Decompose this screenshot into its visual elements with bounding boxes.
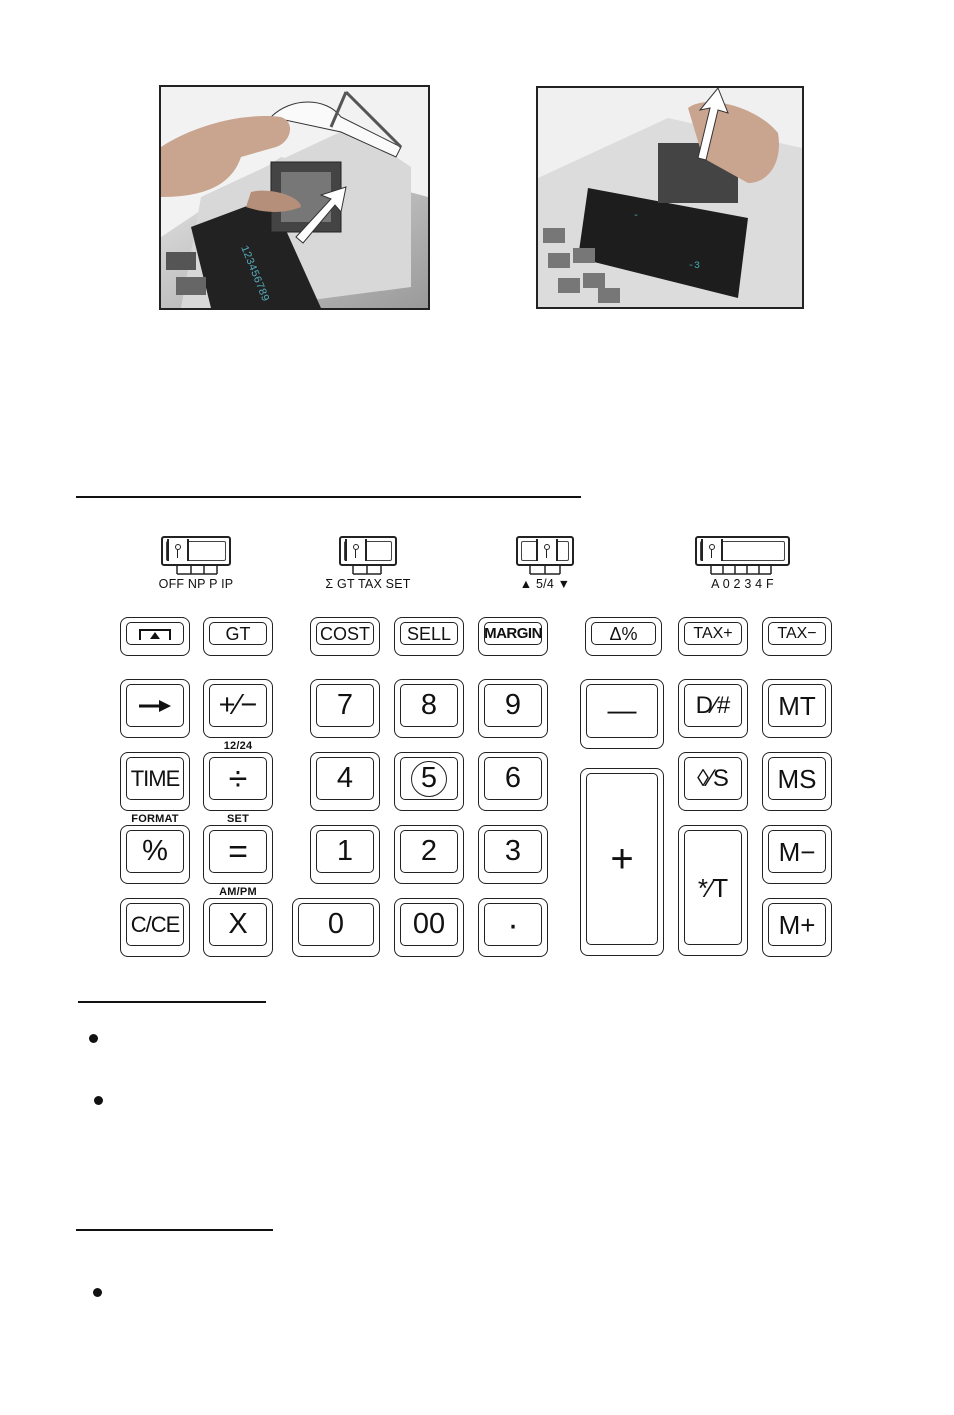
- digit-7-key[interactable]: [310, 679, 380, 738]
- key-label: 2: [420, 835, 438, 867]
- key-label: ·: [507, 905, 519, 944]
- bullet-1: [89, 1034, 98, 1043]
- sell-key[interactable]: [394, 617, 464, 656]
- memory-minus-key[interactable]: [762, 825, 832, 884]
- key-label: MT: [778, 690, 816, 721]
- key-label: M+: [778, 909, 816, 940]
- key-label: MS: [777, 763, 817, 794]
- key-label: M−: [778, 836, 816, 867]
- digit-0-key[interactable]: [292, 898, 380, 957]
- switch-ticks: [339, 566, 397, 576]
- key-label: 0: [327, 908, 345, 940]
- key-label: MARGIN: [484, 625, 542, 642]
- svg-text:123456789: 123456789: [237, 244, 271, 304]
- percent-sublabel: FORMAT: [131, 813, 179, 825]
- equals-key[interactable]: [203, 825, 273, 884]
- digit-2-key[interactable]: [394, 825, 464, 884]
- digit-4-key[interactable]: [310, 752, 380, 811]
- divide-key[interactable]: [203, 752, 273, 811]
- section-rule-middle: [78, 1001, 266, 1003]
- key-label: =: [228, 832, 248, 871]
- key-label: SELL: [406, 623, 452, 644]
- key-label: 4: [336, 762, 354, 794]
- switch-knob[interactable]: [167, 539, 189, 561]
- key-label: 8: [420, 689, 438, 721]
- paper-feed-icon: [138, 627, 172, 641]
- plus-key[interactable]: [580, 768, 664, 956]
- photo-paper-roll-install: [159, 85, 430, 310]
- key-label: GT: [225, 623, 251, 644]
- backspace-key[interactable]: [120, 679, 190, 738]
- photo-paper-roll-lift: [536, 86, 804, 309]
- key-label: 6: [504, 762, 522, 794]
- key-label: X: [228, 908, 248, 940]
- subtotal-key[interactable]: [678, 752, 748, 811]
- bullet-3: [93, 1288, 102, 1297]
- key-label: 7: [336, 689, 354, 721]
- switch-labels: Σ GT TAX SET: [325, 577, 411, 591]
- key-label: TIME: [130, 765, 180, 791]
- key-label: 1: [336, 835, 354, 867]
- equals-sublabel: SET: [227, 813, 249, 825]
- switch-ticks: [161, 566, 231, 576]
- delta-percent-key[interactable]: [585, 617, 662, 656]
- key-label: C/CE: [130, 911, 180, 937]
- photo-paper-roll-install-image: [161, 87, 428, 308]
- decimal-point-key[interactable]: [478, 898, 548, 957]
- bullet-2: [94, 1096, 103, 1105]
- gt-key[interactable]: [203, 617, 273, 656]
- digit-5-circle: [411, 761, 447, 797]
- tax-minus-key[interactable]: [762, 617, 832, 656]
- key-label: 3: [504, 835, 522, 867]
- date-number-key[interactable]: [678, 679, 748, 738]
- switch-labels: ▲ 5/4 ▼: [519, 577, 571, 591]
- digit-3-key[interactable]: [478, 825, 548, 884]
- double-zero-key[interactable]: [394, 898, 464, 957]
- digit-9-key[interactable]: [478, 679, 548, 738]
- key-label: ◊⁄S: [697, 764, 729, 792]
- switch-ticks: [516, 566, 574, 576]
- multiply-key[interactable]: [203, 898, 273, 957]
- svg-text:-3: -3: [688, 261, 701, 272]
- sign-change-key[interactable]: [203, 679, 273, 738]
- digit-8-key[interactable]: [394, 679, 464, 738]
- key-label: TAX−: [777, 624, 817, 642]
- digit-1-key[interactable]: [310, 825, 380, 884]
- divide-sublabel: 12/24: [223, 740, 253, 752]
- key-label: 9: [504, 689, 522, 721]
- key-label: COST: [319, 623, 370, 644]
- key-label: TAX+: [693, 624, 733, 642]
- switch-knob[interactable]: [536, 539, 558, 561]
- key-label: %: [142, 835, 168, 867]
- switch-knob[interactable]: [345, 539, 367, 561]
- key-label: +: [610, 837, 634, 881]
- digit-6-key[interactable]: [478, 752, 548, 811]
- tax-plus-key[interactable]: [678, 617, 748, 656]
- key-face: [126, 622, 184, 645]
- memory-subtotal-key[interactable]: [762, 752, 832, 811]
- switch-labels: OFF NP P IP: [158, 577, 234, 591]
- minus-key[interactable]: [580, 679, 664, 749]
- memory-total-key[interactable]: [762, 679, 832, 738]
- svg-text:-: -: [633, 211, 640, 222]
- section-rule-bottom: [76, 1229, 273, 1231]
- key-label: Δ%: [609, 623, 638, 644]
- digit-5-key[interactable]: [394, 752, 464, 811]
- key-label: +⁄−: [218, 689, 258, 721]
- time-key[interactable]: [120, 752, 190, 811]
- clear-key[interactable]: [120, 898, 190, 957]
- arrow-right-icon: [137, 699, 173, 713]
- key-label: —: [607, 694, 637, 727]
- memory-plus-key[interactable]: [762, 898, 832, 957]
- key-label: 00: [412, 908, 446, 940]
- switch-labels: A 0 2 3 4 F: [711, 577, 774, 591]
- cost-key[interactable]: [310, 617, 380, 656]
- key-label: ÷: [228, 759, 248, 798]
- paper-feed-key[interactable]: [120, 617, 190, 656]
- photo-paper-roll-lift-image: [538, 88, 802, 307]
- margin-key[interactable]: [478, 617, 548, 656]
- switch-knob[interactable]: [701, 539, 723, 561]
- switch-ticks: [695, 566, 790, 576]
- key-label: D⁄#: [695, 691, 731, 719]
- section-rule-top: [76, 496, 581, 498]
- key-label: *⁄T: [697, 872, 729, 903]
- key-label: 5: [420, 762, 438, 794]
- percent-key[interactable]: [120, 825, 190, 884]
- total-key[interactable]: [678, 825, 748, 956]
- multiply-sublabel: AM/PM: [219, 886, 257, 898]
